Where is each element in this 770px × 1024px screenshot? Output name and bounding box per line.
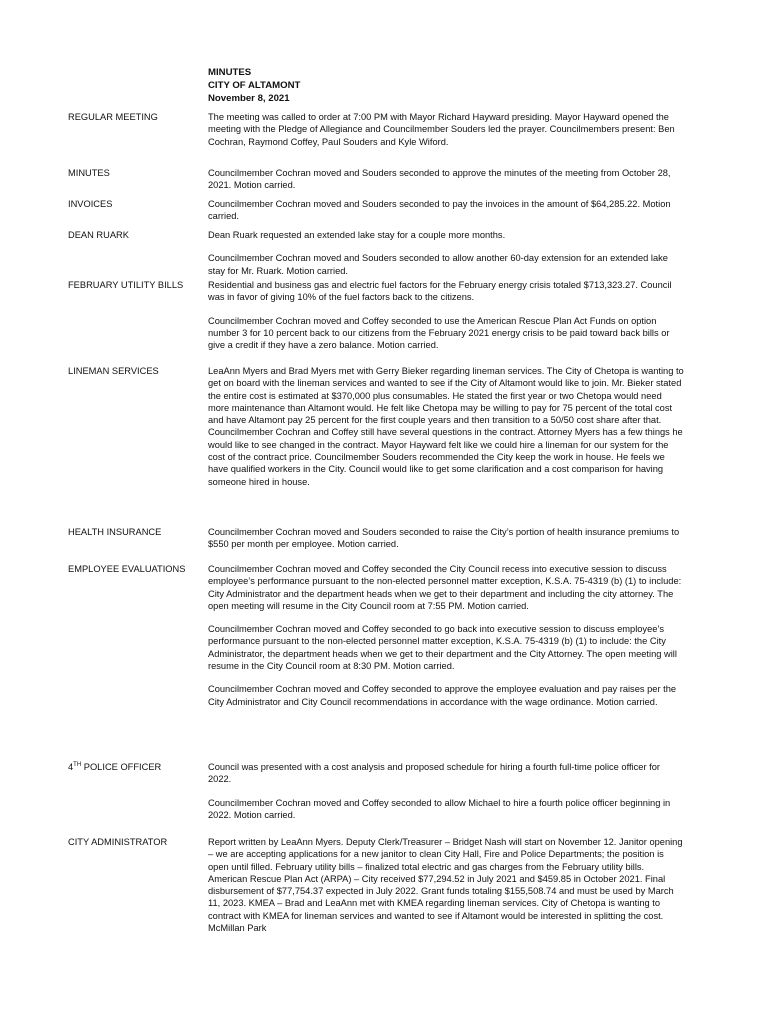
paragraph: Councilmember Cochran moved and Souders seconded to allow another 60-day extension for an extended lake stay for Mr. Ruark. Motion carried. bbox=[208, 253, 668, 276]
section-body bbox=[208, 167, 684, 192]
paragraph: Council was presented with a cost analysis and proposed schedule for hiring a fourth full-time police officer for 2022. bbox=[208, 762, 660, 785]
section-label: INVOICES bbox=[68, 199, 113, 209]
header-date: November 8, 2021 bbox=[208, 93, 290, 104]
section-label: LINEMAN SERVICES bbox=[68, 366, 159, 376]
document-header bbox=[208, 66, 300, 105]
paragraph: Councilmember Cochran moved and Coffey seconded to allow Michael to hire a fourth police officer beginning in 2022. Motion carried. bbox=[208, 797, 671, 820]
paragraph: The meeting was called to order at 7:00 PM with Mayor Richard Hayward presiding. Mayor Hayward opened the meeting with the Pledge of Allegiance and Councilmember Souders led the prayer. Councilmembers present: Ben Cochran, Raymond Coffey, Paul Souders and Kyle Wiford. bbox=[208, 112, 675, 147]
section-label bbox=[68, 761, 206, 773]
label-number: 4 bbox=[68, 762, 74, 772]
paragraph: Councilmember Cochran moved and Coffey seconded to approve the employee evaluation and pay raises per the City Administrator and City Council recommendations in accordance with the wage ordinance. Motion carried. bbox=[208, 684, 677, 707]
section-label: MINUTES bbox=[68, 168, 110, 178]
section-body bbox=[208, 279, 684, 351]
label-ordinal-suffix: TH bbox=[73, 761, 82, 768]
section-label: HEALTH INSURANCE bbox=[68, 527, 162, 537]
paragraph: Residential and business gas and electric fuel factors for the February energy crisis totaled $713,323.27. Council was in favor of giving 10% of the fuel factors back to the citizens. bbox=[208, 280, 672, 303]
section-body bbox=[208, 365, 684, 488]
section-label: DEAN RUARK bbox=[68, 230, 129, 240]
paragraph: Councilmember Cochran moved and Souders seconded to raise the City’s portion of health insurance premiums to $550 per month per employee. Motion carried. bbox=[208, 527, 680, 550]
section-body bbox=[208, 563, 684, 708]
paragraph: Councilmember Cochran moved and Souders seconded to pay the invoices in the amount of $64,285.22. Motion carried. bbox=[208, 199, 671, 222]
paragraph: Councilmember Cochran moved and Coffey seconded to use the American Rescue Plan Act Funds on option number 3 for 10 percent back to our citizens from the February 2021 energy crisis to be paid toward back bills or give a credit if they have a zero balance. Motion carried. bbox=[208, 315, 670, 351]
section-body bbox=[208, 229, 684, 277]
section-label: EMPLOYEE EVALUATIONS bbox=[68, 564, 186, 574]
paragraph: Councilmember Cochran moved and Coffey seconded to go back into executive session to discuss employee’s performance pursuant to the non-elected personnel matter exception, K.S.A. 75-4319 (b) (1) to include: the City Administrator, the department heads when we get to their department and the City Attorney. The open meeting will resume in the City Council room at 8:30 PM. Motion carried. bbox=[208, 624, 677, 672]
section-body bbox=[208, 836, 684, 934]
paragraph: Dean Ruark requested an extended lake stay for a couple more months. bbox=[208, 230, 506, 240]
paragraph: Councilmember Cochran moved and Coffey seconded the City Council recess into executive session to discuss employee’s performance pursuant to the non-elected personnel matter exception, K.S.A. 75-4319 (b) (1) to include: City Administrator and the department heads when we get to their department and including the city attorney. The open meeting will resume in the City Council room at 7:55 PM. Motion carried. bbox=[208, 564, 682, 611]
section-label: REGULAR MEETING bbox=[68, 112, 158, 122]
paragraph: LeaAnn Myers and Brad Myers met with Gerry Bieker regarding lineman services. The City of Chetopa is wanting to get on board with the lineman services and wanted to see if the City of Altamont would like to join. Mr. Bieker stated the entire cost is estimated at $370,000 plus consumables. He stated the first year or two Chetopa would need more maintenance than Altamont would. He felt like Chetopa may be willing to pay for 75 percent of the total cost and have Altamont pay 25 percent for the first couple years and then transition to a 50/50 cost share after that. Councilmember Cochran and Coffey still have several questions in the contract. Attorney Myers has a few things he would like to see changed in the contract. Mayor Hayward felt like we could hire a lineman for our system for the cost of the contract price. Councilmember Souders recommended the City keep the work in house. He feels we have qualified workers in the City. Council would like to get some clarification and a cost comparison for having someone hired in house. bbox=[208, 366, 684, 487]
section-body bbox=[208, 761, 684, 821]
section-body bbox=[208, 111, 684, 148]
section-label: CITY ADMINISTRATOR bbox=[68, 837, 168, 847]
paragraph: Councilmember Cochran moved and Souders seconded to approve the minutes of the meeting from October 28, 2021. Motion carried. bbox=[208, 168, 671, 191]
section-body bbox=[208, 526, 684, 551]
header-title: MINUTES bbox=[208, 67, 252, 78]
header-city: CITY OF ALTAMONT bbox=[208, 80, 301, 91]
paragraph: Report written by LeaAnn Myers. Deputy Clerk/Treasurer – Bridget Nash will start on November 12. Janitor opening – we are accepting applications for a new janitor to clean City Hall, Fire and Police Departments; the position is open until filled. February utility bills – finalized total electric and gas charges from the February utility bills. American Rescue Plan Act (ARPA) – City received $77,294.52 in July 2021 and $459.85 in October 2021. Final disbursement of $77,754.37 expected in July 2022. Grant funds totaling $155,508.74 and must be used by March 11, 2023. KMEA – Brad and LeaAnn met with KMEA regarding lineman services. City of Chetopa is wanting to contract with KMEA for lineman services and wanted to see if Altamont would be interested in splitting the cost. McMillan Park bbox=[208, 837, 683, 934]
section-label: FEBRUARY UTILITY BILLS bbox=[68, 280, 184, 290]
section-body bbox=[208, 198, 684, 223]
label-text: POLICE OFFICER bbox=[81, 762, 162, 772]
